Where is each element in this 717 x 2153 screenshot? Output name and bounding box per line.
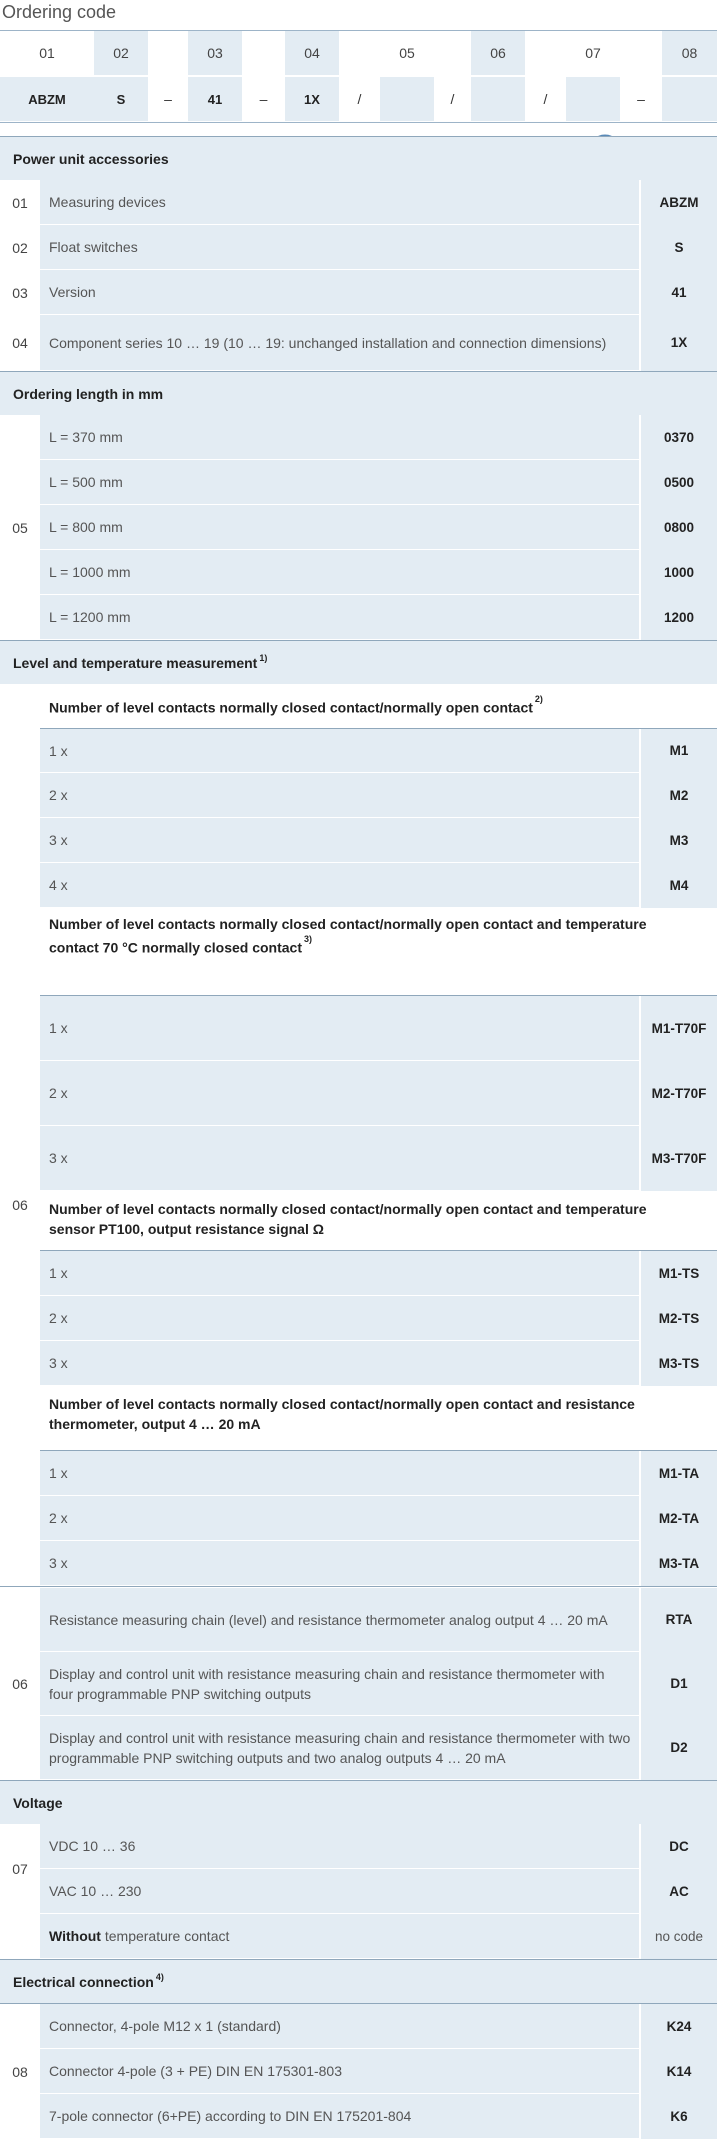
bg — [662, 77, 717, 121]
table-row — [0, 315, 717, 371]
row-description: L = 1000 mm — [40, 550, 639, 595]
section-title: Power unit accessories — [13, 150, 169, 167]
row-number: 02 — [0, 225, 40, 270]
subheading: Number of level contacts normally closed contact/normally open contact and resistance thermometer, output 4 … 20 mA — [40, 1386, 717, 1442]
code-separator: / — [543, 91, 548, 107]
row-code: D1 — [641, 1652, 717, 1717]
row-description: 1 x — [40, 1251, 639, 1296]
row-number: 01 — [0, 180, 40, 225]
row-description: 1 x — [40, 996, 639, 1061]
row-description: Resistance measuring chain (level) and resistance thermometer analog output 4 … 20 mA — [40, 1588, 639, 1652]
row-code: ABZM — [641, 180, 717, 226]
row-code: DC — [641, 1824, 717, 1870]
row-code: K24 — [641, 2004, 717, 2050]
row-description: 3 x — [40, 818, 639, 863]
row-code: 0370 — [641, 415, 717, 461]
row-code: M1 — [641, 729, 717, 774]
row-code: RTA — [641, 1588, 717, 1653]
section-title: Level and temperature measurement — [13, 654, 258, 671]
row-code: S — [641, 225, 717, 271]
row-code: M2-TA — [641, 1496, 717, 1542]
code-separator: – — [637, 91, 645, 107]
table-row — [0, 270, 717, 315]
row-code: M3-TS — [641, 1341, 717, 1387]
row-number: 05 — [0, 415, 40, 640]
row-description: Version — [40, 270, 639, 315]
subheading: Number of level contacts normally closed contact/normally open contact and temperature sensor PT100, output resistance signal Ω — [40, 1191, 717, 1247]
position-number: 08 — [681, 45, 698, 61]
row-description: Display and control unit with resistance measuring chain and resistance thermometer with two programmable PNP switching outputs and two analog outputs 4 … 20 mA — [40, 1716, 639, 1780]
section-title: Ordering length in mm — [13, 385, 164, 402]
subheading — [40, 908, 717, 964]
row-code: K6 — [641, 2094, 717, 2140]
row-code: 41 — [641, 270, 717, 316]
row-code: M1-TS — [641, 1251, 717, 1297]
footnote-ref: 2) — [534, 694, 543, 705]
subheading-text: Number of level contacts normally closed contact/normally open contact — [49, 699, 533, 716]
row-number: 08 — [0, 2004, 40, 2140]
row-description: 1 x — [40, 1451, 639, 1496]
section-title-wrap — [13, 1960, 164, 2003]
bg — [566, 77, 620, 121]
row-description — [40, 1914, 639, 1959]
footnote-ref: 4) — [155, 1971, 164, 1982]
row-description: 3 x — [40, 1126, 639, 1191]
row-description: Connector 4-pole (3 + PE) DIN EN 175301-803 — [40, 2049, 639, 2094]
row-code: M2-T70F — [641, 1061, 717, 1127]
grid-bottom-line — [0, 122, 717, 123]
section-title-wrap — [13, 641, 267, 684]
row-number: 06 — [0, 1588, 40, 1780]
code-separator: – — [164, 91, 172, 107]
row-description: VAC 10 … 230 — [40, 1869, 639, 1914]
position-number: 05 — [399, 45, 415, 61]
row-description: 2 x — [40, 773, 639, 818]
row-description: Measuring devices — [40, 180, 639, 225]
row-code: 0800 — [641, 505, 717, 551]
position-number: 03 — [207, 45, 223, 61]
row-description: VDC 10 … 36 — [40, 1824, 639, 1869]
row-number: 07 — [0, 1824, 40, 1914]
row-description: 1 x — [40, 729, 639, 773]
position-number: 06 — [490, 45, 506, 61]
row-code: AC — [641, 1869, 717, 1915]
row-description: Float switches — [40, 225, 639, 270]
row-code: M3-T70F — [641, 1126, 717, 1192]
row-description: Component series 10 … 19 (10 … 19: unchanged installation and connection dimensions) — [40, 315, 639, 371]
row-code: 1X — [641, 315, 717, 372]
row-description: 3 x — [40, 1541, 639, 1586]
section-header-level — [0, 640, 717, 684]
row-description: L = 800 mm — [40, 505, 639, 550]
footnote-ref: 1) — [259, 652, 268, 663]
row-code: no code — [641, 1914, 717, 1960]
bg — [380, 77, 434, 121]
section-header-length — [0, 371, 717, 415]
row-description: L = 500 mm — [40, 460, 639, 505]
row-description: 2 x — [40, 1061, 639, 1126]
code-value: S — [116, 91, 126, 107]
row-code: 1000 — [641, 550, 717, 596]
code-value: 41 — [207, 91, 223, 107]
section-title: Electrical connection — [13, 1973, 154, 1990]
row-description: 2 x — [40, 1296, 639, 1341]
row-code: M1-T70F — [641, 996, 717, 1062]
row-code: M4 — [641, 863, 717, 909]
subheading-text: Number of level contacts normally closed contact/normally open contact and temperature contact 70 °C normally closed contact — [49, 916, 647, 956]
position-number: 04 — [304, 45, 320, 61]
section-title: Voltage — [13, 1794, 63, 1811]
row-description: Connector, 4-pole M12 x 1 (standard) — [40, 2004, 639, 2049]
bg — [471, 77, 525, 121]
emphasis: Without — [49, 1928, 101, 1944]
section-header-accessories — [0, 136, 717, 180]
subheading — [40, 684, 717, 728]
row-code: M3-TA — [641, 1541, 717, 1587]
code-separator: / — [357, 91, 362, 107]
footnote-ref: 3) — [304, 934, 313, 945]
divider — [0, 1586, 717, 1587]
row-code: M1-TA — [641, 1451, 717, 1497]
row-code: 1200 — [641, 595, 717, 641]
row-code: 0500 — [641, 460, 717, 506]
row-description: 4 x — [40, 863, 639, 908]
section-header-voltage — [0, 1780, 717, 1824]
row-number: 03 — [0, 270, 40, 315]
row-description: L = 1200 mm — [40, 595, 639, 640]
row-code: M3 — [641, 818, 717, 864]
page-title: Ordering code — [2, 2, 117, 22]
row-description: 2 x — [40, 1496, 639, 1541]
row-description: 3 x — [40, 1341, 639, 1386]
table-row — [0, 180, 717, 225]
row-number: 04 — [0, 315, 40, 371]
row-description-rest: temperature contact — [100, 1928, 230, 1944]
code-separator: – — [259, 91, 268, 107]
row-description: 7-pole connector (6+PE) according to DIN EN 175201-804 — [40, 2094, 639, 2139]
code-value: 1X — [304, 91, 320, 107]
code-separator: / — [450, 91, 455, 107]
position-number: 01 — [39, 45, 55, 61]
position-number: 07 — [585, 45, 601, 61]
row-code: D2 — [641, 1716, 717, 1781]
code-value: ABZM — [28, 91, 66, 107]
row-code: M2-TS — [641, 1296, 717, 1342]
table-row — [0, 225, 717, 270]
position-number: 02 — [113, 45, 129, 61]
row-code: M2 — [641, 773, 717, 819]
row-description: Display and control unit with resistance measuring chain and resistance thermometer with four programmable PNP switching outputs — [40, 1652, 639, 1716]
section-header-electrical — [0, 1959, 717, 2003]
row-code: K14 — [641, 2049, 717, 2095]
row-number: 06 — [0, 684, 40, 1726]
row-description: L = 370 mm — [40, 415, 639, 460]
